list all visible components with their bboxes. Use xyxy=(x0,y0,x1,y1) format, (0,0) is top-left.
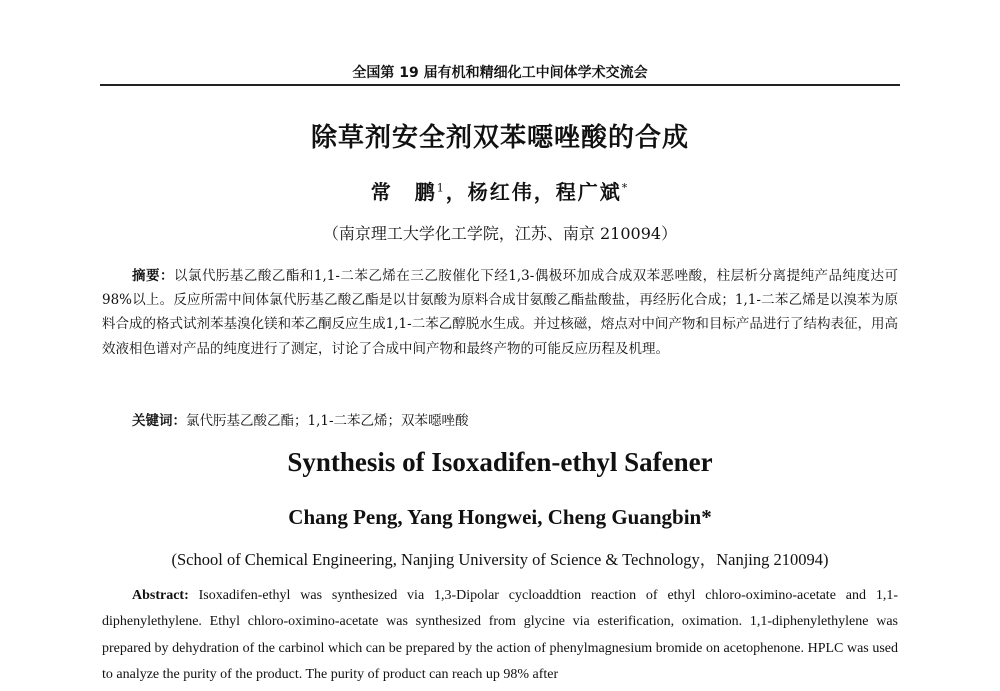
author-separator: ， xyxy=(445,180,468,204)
author-mark: * xyxy=(621,181,630,195)
author-name: 杨红伟 xyxy=(467,180,534,204)
keywords-text: 氯代肟基乙酸乙酯；1,1-二苯乙烯；双苯噁唑酸 xyxy=(186,413,469,429)
abstract-text: Isoxadifen-ethyl was synthesized via 1,3-Dipolar cycloaddtion reaction of ethyl chloro-oximino-acetate and 1,1-diphenylethylene. Ethyl chloro-oximino-acetate was synthesized from glycine via esterification, oximation. 1,1-diphenylethylene was prepared by dehydration of the carbinol which can be prepared by the action of phenylmagnesium bromide on acetophenone. HPLC was used to analyze the purity of the product. The purity of product can reach up 98% after xyxy=(102,588,899,682)
abstract-label: 摘要： xyxy=(132,268,174,284)
chinese-abstract xyxy=(102,264,898,361)
abstract-label: Abstract: xyxy=(132,588,189,603)
english-authors: Chang Peng, Yang Hongwei, Cheng Guangbin* xyxy=(288,505,712,529)
chinese-authors xyxy=(0,176,1000,205)
english-affiliation: (School of Chemical Engineering, Nanjing University of Science & Technology，Nanjing 210094) xyxy=(171,550,829,569)
header-rule xyxy=(100,84,900,86)
author-separator: ， xyxy=(533,180,556,204)
keywords-label: 关键词： xyxy=(132,413,186,429)
conference-header: 全国第 19 届有机和精细化工中间体学术交流会 xyxy=(352,65,648,81)
author-name: 程广斌 xyxy=(555,180,622,204)
chinese-keywords xyxy=(132,409,892,429)
english-abstract xyxy=(102,583,898,688)
author-mark: 1 xyxy=(436,181,446,195)
chinese-affiliation: （南京理工大学化工学院，江苏、南京 210094） xyxy=(322,224,678,243)
chinese-title: 除草剂安全剂双苯噁唑酸的合成 xyxy=(310,123,689,153)
english-title: Synthesis of Isoxadifen-ethyl Safener xyxy=(287,447,713,477)
author-name: 常 鹏 xyxy=(370,180,437,204)
abstract-text: 以氯代肟基乙酸乙酯和1,1-二苯乙烯在三乙胺催化下经1,3-偶极环加成合成双苯恶唑酸，柱层析分离提纯产品纯度达可98%以上。反应所需中间体氯代肟基乙酸乙酯是以甘氨酸为原料合成甘氨酸乙酯盐酸盐，再经肟化合成；1,1-二苯乙烯是以溴苯为原料合成的格式试剂苯基溴化镁和苯乙酮反应生成1,1-二苯乙醇脱水生成。并过核磁，熔点对中间产物和目标产品进行了结构表征，用高效液相色谱对产品的纯度进行了测定，讨论了合成中间产物和最终产物的可能反应历程及机理。 xyxy=(102,268,898,357)
